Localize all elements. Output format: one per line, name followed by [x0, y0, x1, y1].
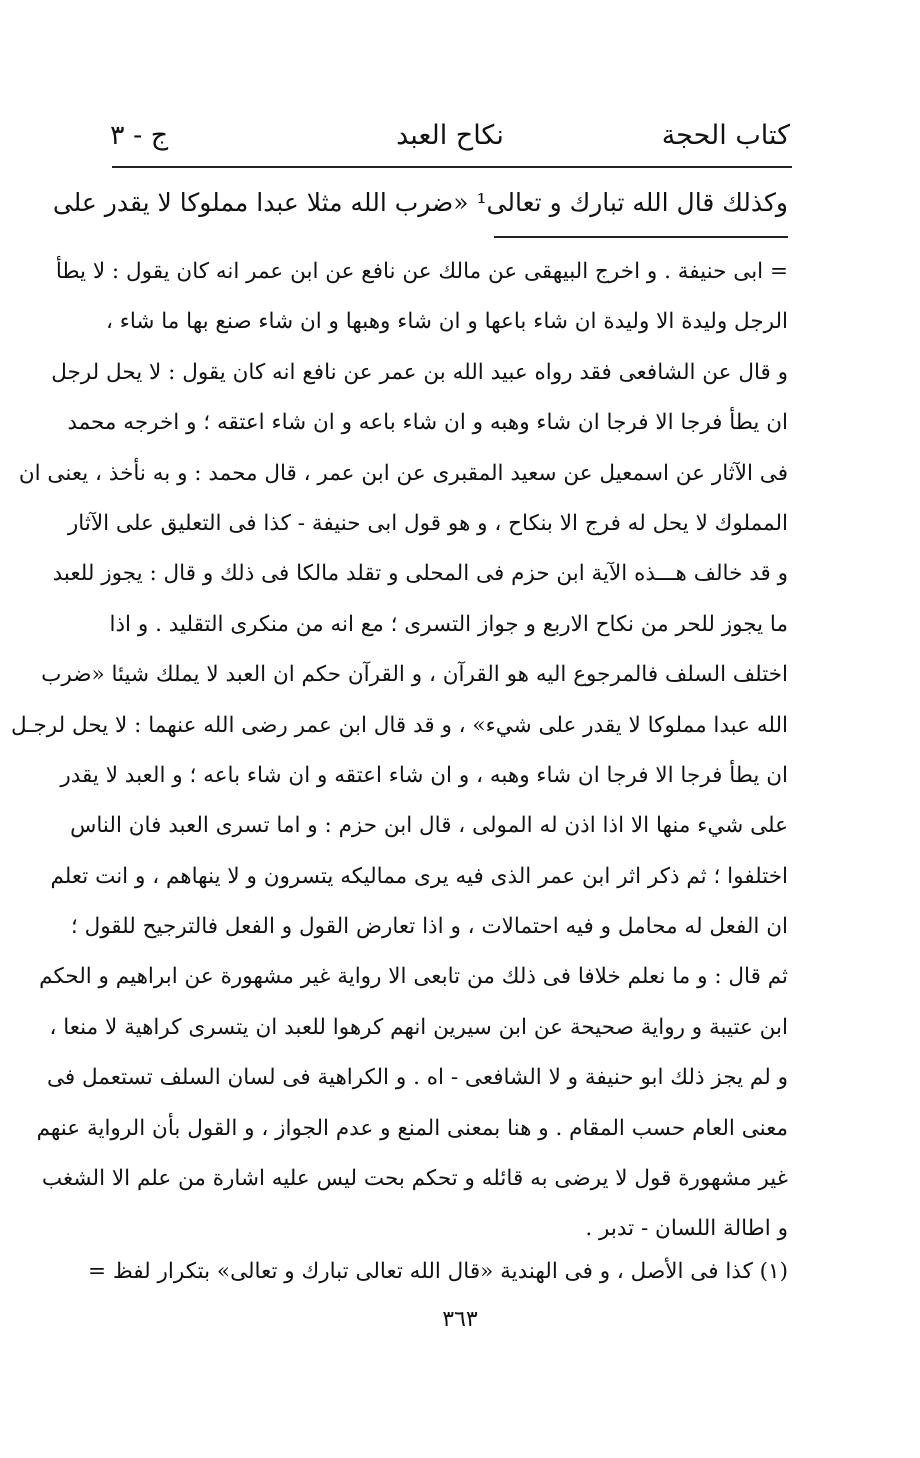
commentary-line: ثم قال : و ما نعلم خلافا فى ذلك من تابعى الا رواية غير مشهورة عن ابراهيم و الحكم	[39, 964, 788, 990]
volume-label: ج - ٣	[110, 120, 169, 151]
commentary-line: = ابى حنيفة . و اخرج البيهقى عن مالك عن نافع عن ابن عمر انه كان يقول : لا يطأ	[55, 259, 788, 284]
main-text: وكذلك قال الله تبارك و تعالى¹ «ضرب الله مثلا عبدا مملوكا لا يقدر على	[52, 188, 788, 217]
commentary-line: على شيء منها الا اذا اذن له المولى ، قال ابن حزم : و اما تسرى العبد فان الناس	[70, 813, 788, 839]
running-header	[110, 112, 790, 160]
commentary-line: و لم يجز ذلك ابو حنيفة و لا الشافعى - اه . و الكراهية فى لسان السلف تستعمل فى	[46, 1065, 788, 1091]
commentary-block	[10, 247, 788, 1255]
commentary-line: و قال عن الشافعى فقد رواه عبيد الله بن عمر عن نافع انه كان يقول : لا يحل لرجل	[51, 359, 788, 385]
commentary-line: الرجل وليدة الا وليدة ان شاء باعها و ان شاء وهبها و ان شاء صنع بها ما شاء ،	[105, 309, 788, 335]
commentary-line: ان يطأ فرجا الا فرجا ان شاء وهبه و ان شاء باعه و ان شاء اعتقه ؛ و اخرجه محمد	[67, 410, 788, 436]
commentary-line: غير مشهورة قول لا يرضى به قائله و تحكم بحت ليس عليه اشارة من علم الا الشغب	[41, 1166, 788, 1192]
commentary-line: و اطالة اللسان - تدبر .	[585, 1216, 788, 1242]
commentary-line: ان الفعل له محامل و فيه احتمالات ، و اذا تعارض القول و الفعل فالترجيح للقول ؛	[70, 914, 788, 940]
commentary-line: ان يطأ فرجا الا فرجا ان شاء وهبه ، و ان شاء اعتقه و ان شاء باعه ؛ و العبد لا يقدر	[60, 762, 788, 788]
commentary-line: و قد خالف هـــذه الآية ابن حزم فى المحلى و تقلد مالكا فى ذلك و قال : يجوز للعبد	[52, 561, 788, 587]
commentary-line: اختلفوا ؛ ثم ذكر اثر ابن عمر الذى فيه يرى مماليكه يتسرون و لا ينهاهم ، و انت تعلم	[50, 863, 788, 889]
page-number: ٣٦٣	[442, 1307, 478, 1332]
commentary-separator	[494, 236, 788, 238]
commentary-line: معنى العام حسب المقام . و هنا بمعنى المنع و عدم الجواز ، و القول بأن الرواية عنهم	[36, 1115, 788, 1141]
header-rule	[112, 166, 792, 168]
chapter-title: نكاح العبد	[396, 120, 504, 151]
commentary-line: اختلف السلف فالمرجوع اليه هو القرآن ، و القرآن حكم ان العبد لا يملك شيئا «ضرب	[41, 662, 788, 688]
commentary-line: فى الآثار عن اسمعيل عن سعيد المقبرى عن ابن عمر ، قال محمد : و به نأخذ ، يعنى ان	[18, 460, 788, 486]
footnote: (١) كذا فى الأصل ، و فى الهندية «قال الله تعالى تبارك و تعالى» بتكرار لفظ =	[88, 1259, 788, 1284]
commentary-line: المملوك لا يحل له فرج الا بنكاح ، و هو قول ابى حنيفة - كذا فى التعليق على الآثار	[67, 510, 788, 536]
commentary-line: ما يجوز للحر من نكاح الاربع و جواز التسرى ؛ مع انه من منكرى التقليد . و اذا	[109, 611, 788, 637]
commentary-line: الله عبدا مملوكا لا يقدر على شيء» ، و قد قال ابن عمر رضى الله عنهما : لا يحل لرجـل	[10, 712, 788, 738]
commentary-line: ابن عتيبة و رواية صحيحة عن ابن سيرين انهم كرهوا للعبد ان يتسرى كراهية لا منعا ،	[49, 1014, 788, 1040]
book-title: كتاب الحجة	[661, 120, 790, 151]
